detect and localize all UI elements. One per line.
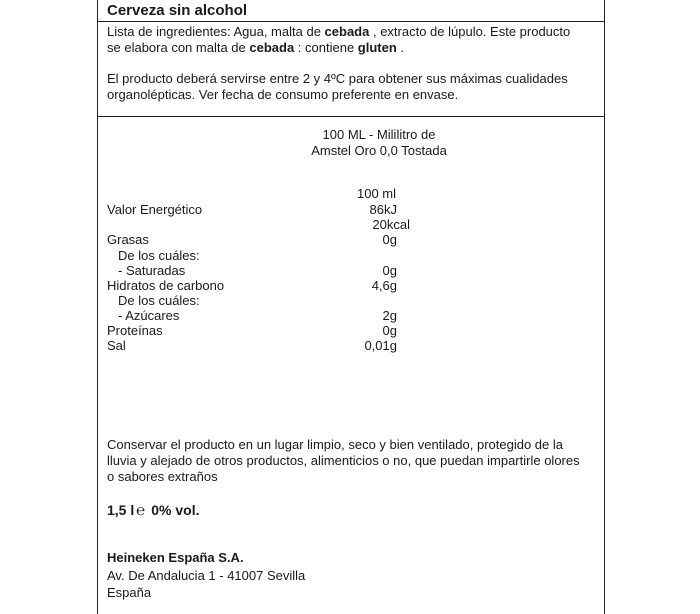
ingredients-text: se elabora con malta de bbox=[107, 40, 250, 55]
divider bbox=[98, 116, 604, 117]
ingredients-line-2 bbox=[107, 40, 404, 56]
ingredients-line-1 bbox=[107, 24, 570, 40]
nutrition-row-value: 0g bbox=[382, 263, 397, 278]
nutrition-product-name: Amstel Oro 0,0 Tostada bbox=[311, 143, 447, 158]
storage-line-1: Conservar el producto en un lugar limpio, seco y bien ventilado, protegido de la bbox=[107, 437, 563, 452]
serving-line-1: El producto deberá servirse entre 2 y 4ºC para obtener sus máximas cualidades bbox=[107, 71, 568, 86]
storage-line-2: lluvia y alejado de otros productos, alimenticios o no, que puedan impartirle olores bbox=[107, 453, 580, 468]
nutrition-row-label: Hidratos de carbono bbox=[107, 278, 225, 293]
nutrition-unit-header: 100 ML - Mililitro de bbox=[322, 127, 436, 142]
nutrition-row-value: 0,01g bbox=[364, 338, 397, 353]
nutrition-row-label: Proteínas bbox=[107, 323, 163, 338]
nutrition-row-label: - Saturadas bbox=[118, 263, 186, 278]
product-title: Cerveza sin alcohol bbox=[107, 2, 248, 19]
nutrition-row-label: - Azúcares bbox=[118, 308, 180, 323]
nutrition-row-label: De los cuáles: bbox=[118, 293, 200, 308]
ingredients-text: Lista de ingredientes: Agua, malta de bbox=[107, 24, 325, 39]
allergen-gluten: gluten bbox=[357, 40, 397, 55]
nutrition-row-label: Grasas bbox=[107, 232, 149, 247]
alcohol-content: 0% vol. bbox=[151, 502, 200, 518]
nutrition-row-value: 0g bbox=[382, 323, 397, 338]
nutrition-row-value: 2g bbox=[382, 308, 397, 323]
company-country: España bbox=[107, 585, 152, 600]
nutrition-row-label: Valor Energético bbox=[107, 202, 203, 217]
nutrition-row-value: 86kJ bbox=[369, 202, 397, 217]
nutrition-column-header: 100 ml bbox=[357, 186, 397, 201]
nutrition-row-value: 20kcal bbox=[372, 217, 410, 232]
net-volume: 1,5 l bbox=[107, 502, 135, 518]
ingredients-text: , extracto de lúpulo. Este producto bbox=[369, 24, 571, 39]
nutrition-row-value: 0g bbox=[382, 232, 397, 247]
company-address: Av. De Andalucia 1 - 41007 Sevilla bbox=[107, 568, 306, 583]
ingredients-text: : contiene bbox=[294, 40, 358, 55]
nutrition-row-label: Sal bbox=[107, 338, 126, 353]
allergen-barley: cebada bbox=[249, 40, 295, 55]
ingredients-text: . bbox=[396, 40, 405, 55]
company-name: Heineken España S.A. bbox=[107, 550, 244, 565]
volume-line bbox=[107, 502, 200, 519]
serving-line-2: organolépticas. Ver fecha de consumo preferente en envase. bbox=[107, 87, 459, 102]
nutrition-row-value: 4,6g bbox=[371, 278, 397, 293]
estimated-sign-icon: ℮ bbox=[136, 502, 146, 519]
allergen-barley: cebada bbox=[324, 24, 370, 39]
storage-line-3: o sabores extraños bbox=[107, 469, 218, 484]
divider bbox=[98, 21, 604, 22]
nutrition-row-label: De los cuáles: bbox=[118, 248, 200, 263]
